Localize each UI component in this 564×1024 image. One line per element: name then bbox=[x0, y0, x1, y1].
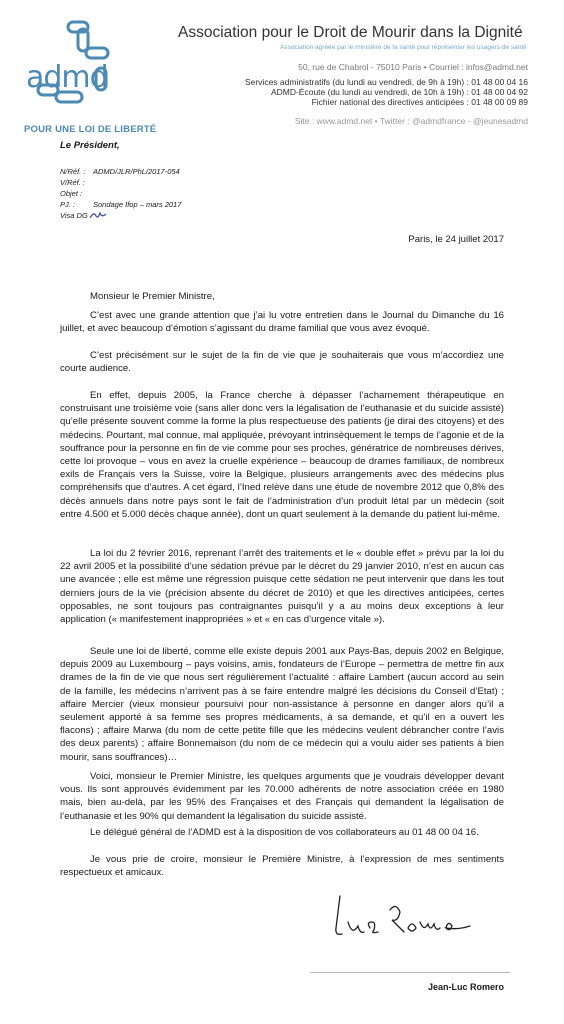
paragraph: La loi du 2 février 2016, reprenant l’arrêt des traitements et le « double effet » prévu par la loi du 22 avril 2005 et la possibilité d’une sédation prévue par le décret du 29 janvier 2010, n’est en aucun cas une avancée ; elle est même une régression puisque cette sédation ne peut intervenir que dans les tout derniers jours de la vie (précision absente du décret de 2010) et que les directives anticipées, certes opposables, ne sont toujours pas contraignantes puisqu’il y a au moins deux exceptions à leur application (« manifestement inappropriées » et « en cas d’urgence vitale »). bbox=[60, 548, 504, 626]
admd-logo bbox=[8, 20, 158, 135]
sender-title: Le Président, bbox=[60, 140, 120, 151]
handwritten-signature bbox=[300, 888, 510, 958]
reference-block bbox=[60, 166, 181, 221]
website-line: Site : www.admd.net • Twitter : @admdfrance - @jeunesadmd bbox=[294, 116, 528, 126]
signature-underline bbox=[310, 972, 510, 973]
logo-tagline: POUR UNE LOI DE LIBERTÉ bbox=[24, 124, 157, 135]
signer-name: Jean-Luc Romero bbox=[427, 982, 504, 992]
address-line: 50, rue de Chabrol - 75010 Paris • Courriel : infos@admd.net bbox=[298, 62, 528, 72]
paragraph: C’est avec une grande attention que j’ai lu votre entretien dans le Journal du Dimanche du 16 juillet, et avec beaucoup d’émotion s’agissant du drame familial que vous avez évoqué. bbox=[60, 310, 504, 335]
ref-row: V/Réf. : bbox=[60, 178, 86, 187]
letter-date: Paris, le 24 juillet 2017 bbox=[408, 234, 504, 245]
phone-admin: Services administratifs (du lundi au vendredi, de 9h à 19h) : 01 48 00 04 16 bbox=[244, 77, 528, 87]
paragraph: En effet, depuis 2005, la France cherche à dépasser l’acharnement thérapeutique en construisant une troisième voie (sans aller donc vers la légalisation de l’euthanasie et du suicide assisté) qu’elle présente souvent comme la forme la plus respectueuse des patients (je dirai des citoyens) et des médecins. Pourtant, mal connue, mal appliquée, prévoyant intrinsèquement le temps de l’agonie et de la souffrance pour la personne en fin de vie comme pour ses proches, génératrice de nombreuses dérives, cette loi provoque – vous en avez la cruelle expérience – beaucoup de drames familiaux, de nombreux exils de Français vers la Suisse, voire la Belgique, plusieurs arrangements avec des médecins plus compréhensifs que d’autres. A cet égard, l’Ined relève dans une étude de novembre 2012 que 0,8% des décès annuels dans notre pays sont le fait de l’administration d’un produit létal par un médecin (soit entre 4.500 et 5.000 décès chaque année), dont un quart seulement à la demande du patient lui-même. bbox=[60, 390, 504, 520]
salutation: Monsieur le Premier Ministre, bbox=[90, 291, 215, 302]
ref-row: Visa DG bbox=[60, 210, 181, 221]
paragraph: Seule une loi de liberté, comme elle existe depuis 2001 aux Pays-Bas, depuis 2002 en Belgique, depuis 2009 au Luxembourg – pays voisins, amis, fondateurs de l’Europe – permettra de mettre fin aux drames de la fin de vie que nous sert régulièrement l’actualité : affaire Lambert (aucun accord au sein de la famille, les médecins n’arrivent pas à se faire entendre malgré les décisions du Conseil d’Etat) ; affaire Mercier (vieux monsieur poursuivi pour non-assistance à personne en danger alors qu’il a seulement apporté à sa femme ses propres médicaments, à sa demande, et qu’il en a ouvert les flacons) ; affaire Marwa (du nom de cette petite fille que les médecins veulent débrancher contre l’avis des deux parents) ; affaire Bonnemaison (du nom de ce médecin qui a voulu aider ses patients à bien mourir, sans souffrances)… bbox=[60, 646, 504, 763]
ref-row: PJ. : Sondage Ifop – mars 2017 bbox=[60, 200, 182, 209]
paragraph: C’est précisément sur le sujet de la fin de vie que je souhaiterais que vous m’accordiez une courte audience. bbox=[60, 350, 504, 375]
phone-directives: Fichier national des directives anticipées : 01 48 00 09 89 bbox=[311, 97, 528, 107]
ref-row: Objet : bbox=[60, 189, 83, 198]
paragraph: Je vous prie de croire, monsieur le Première Ministre, à l’expression de mes sentiments respectueux et amicaux. bbox=[60, 854, 504, 879]
logo-wordmark: admd bbox=[26, 60, 108, 95]
paragraph: Le délégué général de l’ADMD est à la disposition de vos collaborateurs au 01 48 00 04 16. bbox=[90, 827, 479, 838]
association-subtitle: Association agréée par le ministère de la santé pour représenter les usagers de santé bbox=[280, 44, 527, 51]
paragraph: Voici, monsieur le Premier Ministre, les quelques arguments que je voudrais développer devant vous. Ils sont approuvés évidemment par les 70.000 adhérents de notre association créée en 1980 mais, bien au-delà, par les 95% des Françaises et des Français qui demandent la légalisation de l’euthanasie et les 90% qui demandent la légalisation du suicide assisté. bbox=[60, 771, 504, 822]
ref-row: N/Réf. : ADMD/JLR/PhL/2017-054 bbox=[60, 167, 180, 176]
phone-ecoute: ADMD-Écoute (du lundi au vendredi, de 10h à 19h) : 01 48 00 04 92 bbox=[270, 87, 528, 97]
visa-initials-icon bbox=[89, 210, 107, 220]
association-name: Association pour le Droit de Mourir dans la Dignité bbox=[178, 24, 523, 41]
